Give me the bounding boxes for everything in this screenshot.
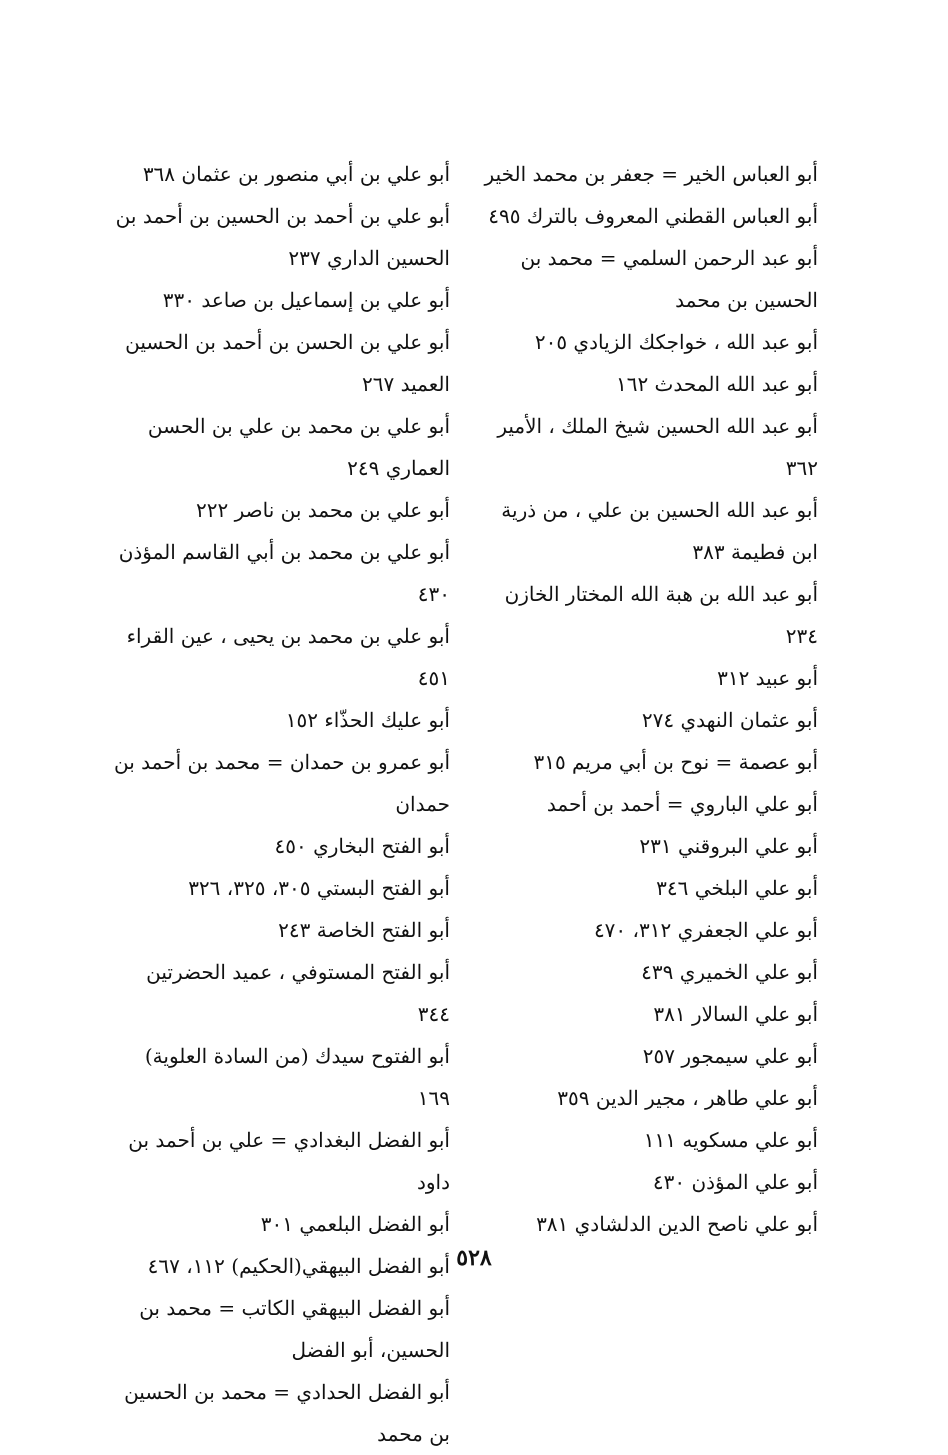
index-entry: أبو علي الجعفري ٣١٢، ٤٧٠ <box>593 918 818 942</box>
index-entry: أبو الفضل البلعمي ٣٠١ <box>260 1212 450 1236</box>
index-entry: أبو عليك الحذّاء ١٥٢ <box>285 708 450 732</box>
index-entry: أبو علي البلخي ٣٤٦ <box>656 876 818 900</box>
index-entry: أبو علي بن إسماعيل بن صاعد ٣٣٠ <box>162 288 450 312</box>
index-entry: أبو علي بن أبي منصور بن عثمان ٣٦٨ <box>142 162 450 186</box>
index-entry: أبو الفتح البخاري ٤٥٠ <box>274 834 450 858</box>
index-entry: أبو علي الخميري ٤٣٩ <box>641 960 818 984</box>
page-number: ٥٢٨ <box>456 1245 492 1271</box>
index-entry: أبو الفضل البغدادي = علي بن أحمد بن داود <box>128 1128 450 1194</box>
index-entry: أبو عصمة = نوح بن أبي مريم ٣١٥ <box>533 750 818 774</box>
index-entry: أبو علي بن الحسن بن أحمد بن الحسين العميد ٢٦٧ <box>125 330 450 396</box>
index-entry: أبو الفتح الخاصة ٢٤٣ <box>278 918 450 942</box>
index-entry: أبو الفضل الحدادي = محمد بن الحسين بن محمد <box>124 1380 450 1446</box>
index-entry: أبو عبد الله الحسين شيخ الملك ، الأمير ٣٦٢ <box>497 414 818 480</box>
index-entry: أبو العباس الخير = جعفر بن محمد الخير <box>484 162 818 186</box>
index-entry: أبو عبيد ٣١٢ <box>717 666 818 690</box>
index-entry: أبو عبد الله الحسين بن علي ، من ذرية ابن فطيمة ٣٨٣ <box>501 498 818 564</box>
index-entry: أبو علي بن محمد بن ناصر ٢٢٢ <box>195 498 450 522</box>
index-entry: أبو الفضل البيهقي الكاتب = محمد بن الحسين، أبو الفضل <box>139 1296 450 1362</box>
index-entry: أبو علي بن محمد بن يحيى ، عين القراء ٤٥١ <box>126 624 450 690</box>
index-entry: أبو علي مسكويه ١١١ <box>643 1128 818 1152</box>
index-entry: أبو الفضل البيهقي(الحكيم) ١١٢، ٤٦٧ <box>147 1254 450 1278</box>
index-entry: أبو عثمان النهدي ٢٧٤ <box>641 708 818 732</box>
index-entry: أبو علي البروقني ٢٣١ <box>639 834 818 858</box>
index-entry: أبو علي ناصح الدين الدلشادي ٣٨١ <box>536 1212 818 1236</box>
index-entry: أبو علي طاهر ، مجير الدين ٣٥٩ <box>557 1086 818 1110</box>
index-entry: أبو علي السالار ٣٨١ <box>653 1002 818 1026</box>
index-entry: أبو الفتح البستي ٣٠٥، ٣٢٥، ٣٢٦ <box>188 876 450 900</box>
index-entry: أبو علي بن محمد بن أبي القاسم المؤذن ٤٣٠ <box>118 540 450 606</box>
index-entry: أبو علي الباروي = أحمد بن أحمد <box>546 792 818 816</box>
index-entry: أبو عبد الله المحدث ١٦٢ <box>615 372 818 396</box>
index-entry: أبو عمرو بن حمدان = محمد بن أحمد بن حمدان <box>114 750 450 816</box>
index-entry: أبو علي المؤذن ٤٣٠ <box>652 1170 818 1194</box>
index-column-right <box>478 153 818 1245</box>
index-entry: أبو علي سيمجور ٢٥٧ <box>642 1044 818 1068</box>
index-entry: أبو عبد الله بن هبة الله المختار الخازن ٢٣٤ <box>504 582 818 648</box>
index-entry: أبو علي بن محمد بن علي بن الحسن العماري ٢٤٩ <box>147 414 450 480</box>
index-entry: أبو عبد الله ، خواجكك الزيادي ٢٠٥ <box>534 330 818 354</box>
index-entry: أبو علي بن أحمد بن الحسين بن أحمد بن الحسين الداري ٢٣٧ <box>115 204 450 270</box>
index-entry: أبو الفتوح سيدك (من السادة العلوية) ١٦٩ <box>144 1044 450 1110</box>
index-entry: أبو عبد الرحمن السلمي = محمد بن الحسين بن محمد <box>520 246 818 312</box>
index-entry: أبو العباس القطني المعروف بالترك ٤٩٥ <box>488 204 818 228</box>
index-entry: أبو الفتح المستوفي ، عميد الحضرتين ٣٤٤ <box>146 960 450 1026</box>
